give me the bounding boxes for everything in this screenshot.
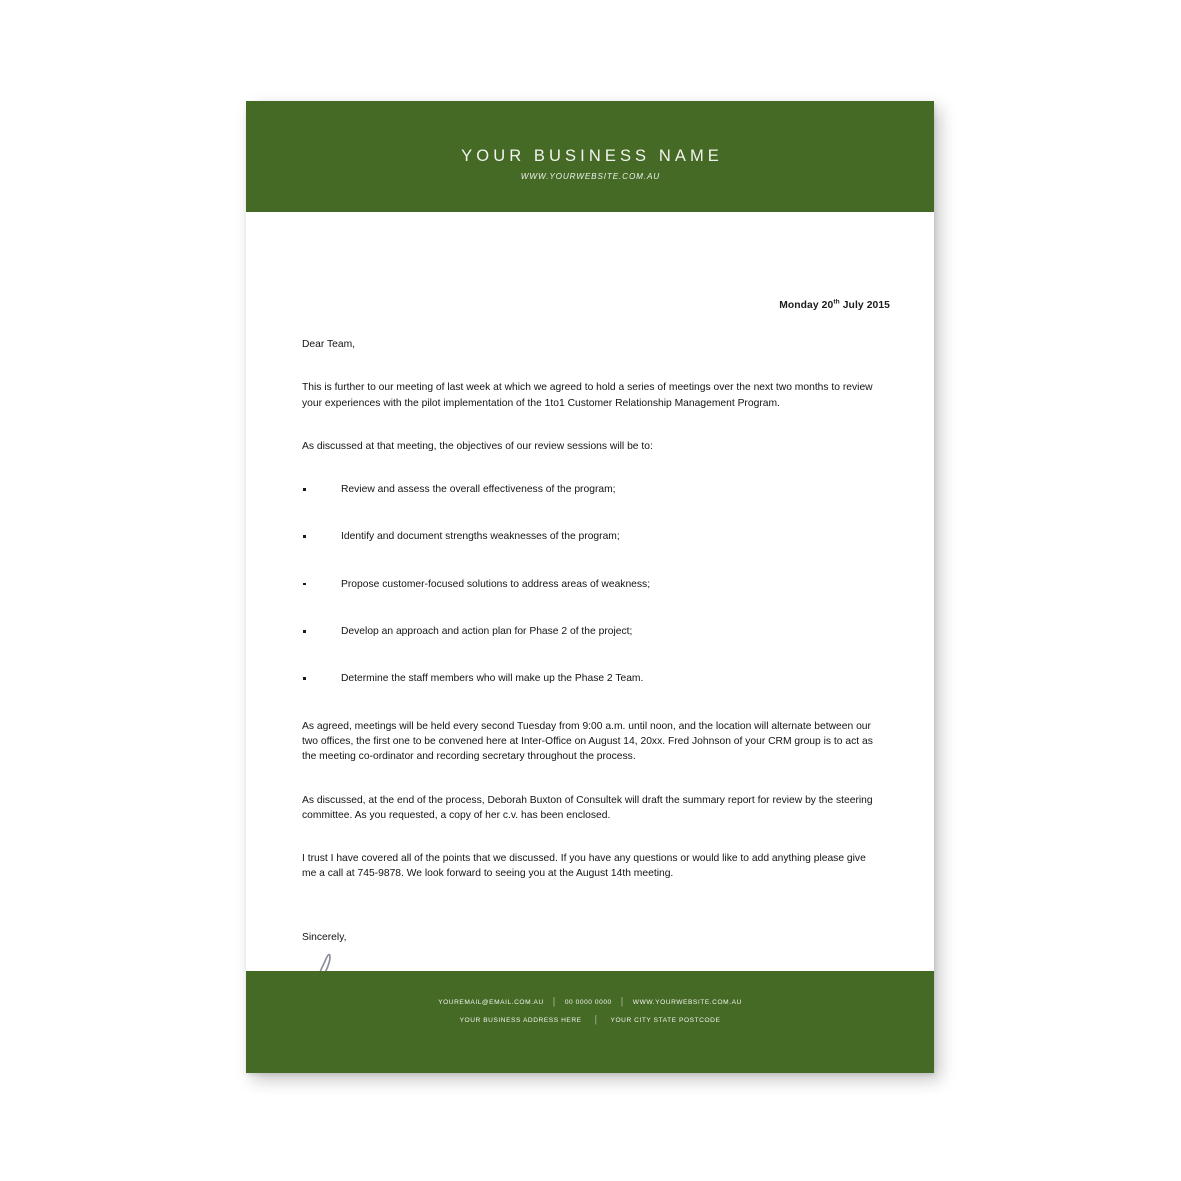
bullet-icon bbox=[303, 677, 306, 680]
letter-date bbox=[779, 300, 890, 311]
footer-band bbox=[246, 971, 934, 1073]
letter-body-area bbox=[246, 212, 934, 971]
objectives-list bbox=[302, 482, 882, 686]
objectives-lead-in: As discussed at that meeting, the objectives of our review sessions will be to: bbox=[302, 440, 653, 452]
footer-website: WWW.YOURWEBSITE.COM.AU bbox=[632, 999, 742, 1006]
header-band bbox=[246, 101, 934, 212]
footer-address-row bbox=[246, 1014, 934, 1026]
footer-separator-icon: | bbox=[594, 1014, 598, 1026]
date-ordinal-suffix: th bbox=[833, 298, 840, 306]
bullet-icon bbox=[303, 535, 306, 538]
footer-city-state-postcode: YOUR CITY STATE POSTCODE bbox=[610, 1017, 721, 1024]
letterhead-page bbox=[246, 101, 934, 1073]
list-item-text: Determine the staff members who will make up the Phase 2 Team. bbox=[341, 673, 644, 685]
closing-paragraphs bbox=[302, 719, 882, 882]
list-item bbox=[302, 482, 882, 497]
footer-separator-icon: | bbox=[553, 996, 556, 1008]
closing-paragraph-3: I trust I have covered all of the points that we discussed. If you have any questions or would like to add anything please give me a call at 745-9878. We look forward to seeing you at the August 14th meeting. bbox=[302, 853, 866, 880]
business-name: YOUR BUSINESS NAME bbox=[461, 147, 723, 165]
date-month-year: July 2015 bbox=[839, 300, 890, 311]
closing-paragraph-1: As agreed, meetings will be held every second Tuesday from 9:00 a.m. until noon, and the location will alternate between our two offices, the first one to be convened here at Inter-Office on August 14, 20xx. Fred Johnson of your CRM group is to act as the meeting co-ordinator and recording secretary throughout the process. bbox=[302, 720, 873, 763]
footer-separator-icon: | bbox=[621, 996, 624, 1008]
bullet-icon bbox=[303, 488, 306, 491]
letter-content bbox=[302, 337, 882, 1020]
list-item bbox=[302, 529, 882, 544]
list-item-text: Develop an approach and action plan for Phase 2 of the project; bbox=[341, 626, 633, 638]
intro-paragraph: This is further to our meeting of last week at which we agreed to hold a series of meetings over the next two months to review your experiences with the pilot implementation of the 1to1 Customer Relationship Management Program. bbox=[302, 382, 873, 409]
list-item bbox=[302, 577, 882, 592]
footer-contact-row bbox=[246, 996, 934, 1008]
list-item-text: Review and assess the overall effectiveness of the program; bbox=[341, 484, 616, 496]
footer-address: YOUR BUSINESS ADDRESS HERE bbox=[459, 1017, 582, 1024]
list-item bbox=[302, 671, 882, 686]
list-item-text: Propose customer-focused solutions to address areas of weakness; bbox=[341, 578, 651, 590]
footer-email: YOUREMAIL@EMAIL.COM.AU bbox=[438, 999, 544, 1006]
list-item-text: Identify and document strengths weaknesses of the program; bbox=[341, 531, 620, 543]
bullet-icon bbox=[303, 583, 306, 586]
list-item bbox=[302, 624, 882, 639]
closing-paragraph-2: As discussed, at the end of the process, Deborah Buxton of Consultek will draft the summary report for review by the steering committee. As you requested, a copy of her c.v. has been enclosed. bbox=[302, 794, 873, 821]
sign-off: Sincerely, bbox=[302, 931, 347, 943]
header-website: WWW.YOURWEBSITE.COM.AU bbox=[520, 172, 661, 181]
footer-phone: 00 0000 0000 bbox=[564, 999, 612, 1006]
bullet-icon bbox=[303, 630, 306, 633]
salutation: Dear Team, bbox=[302, 339, 356, 350]
date-weekday-day: Monday 20 bbox=[779, 300, 834, 311]
